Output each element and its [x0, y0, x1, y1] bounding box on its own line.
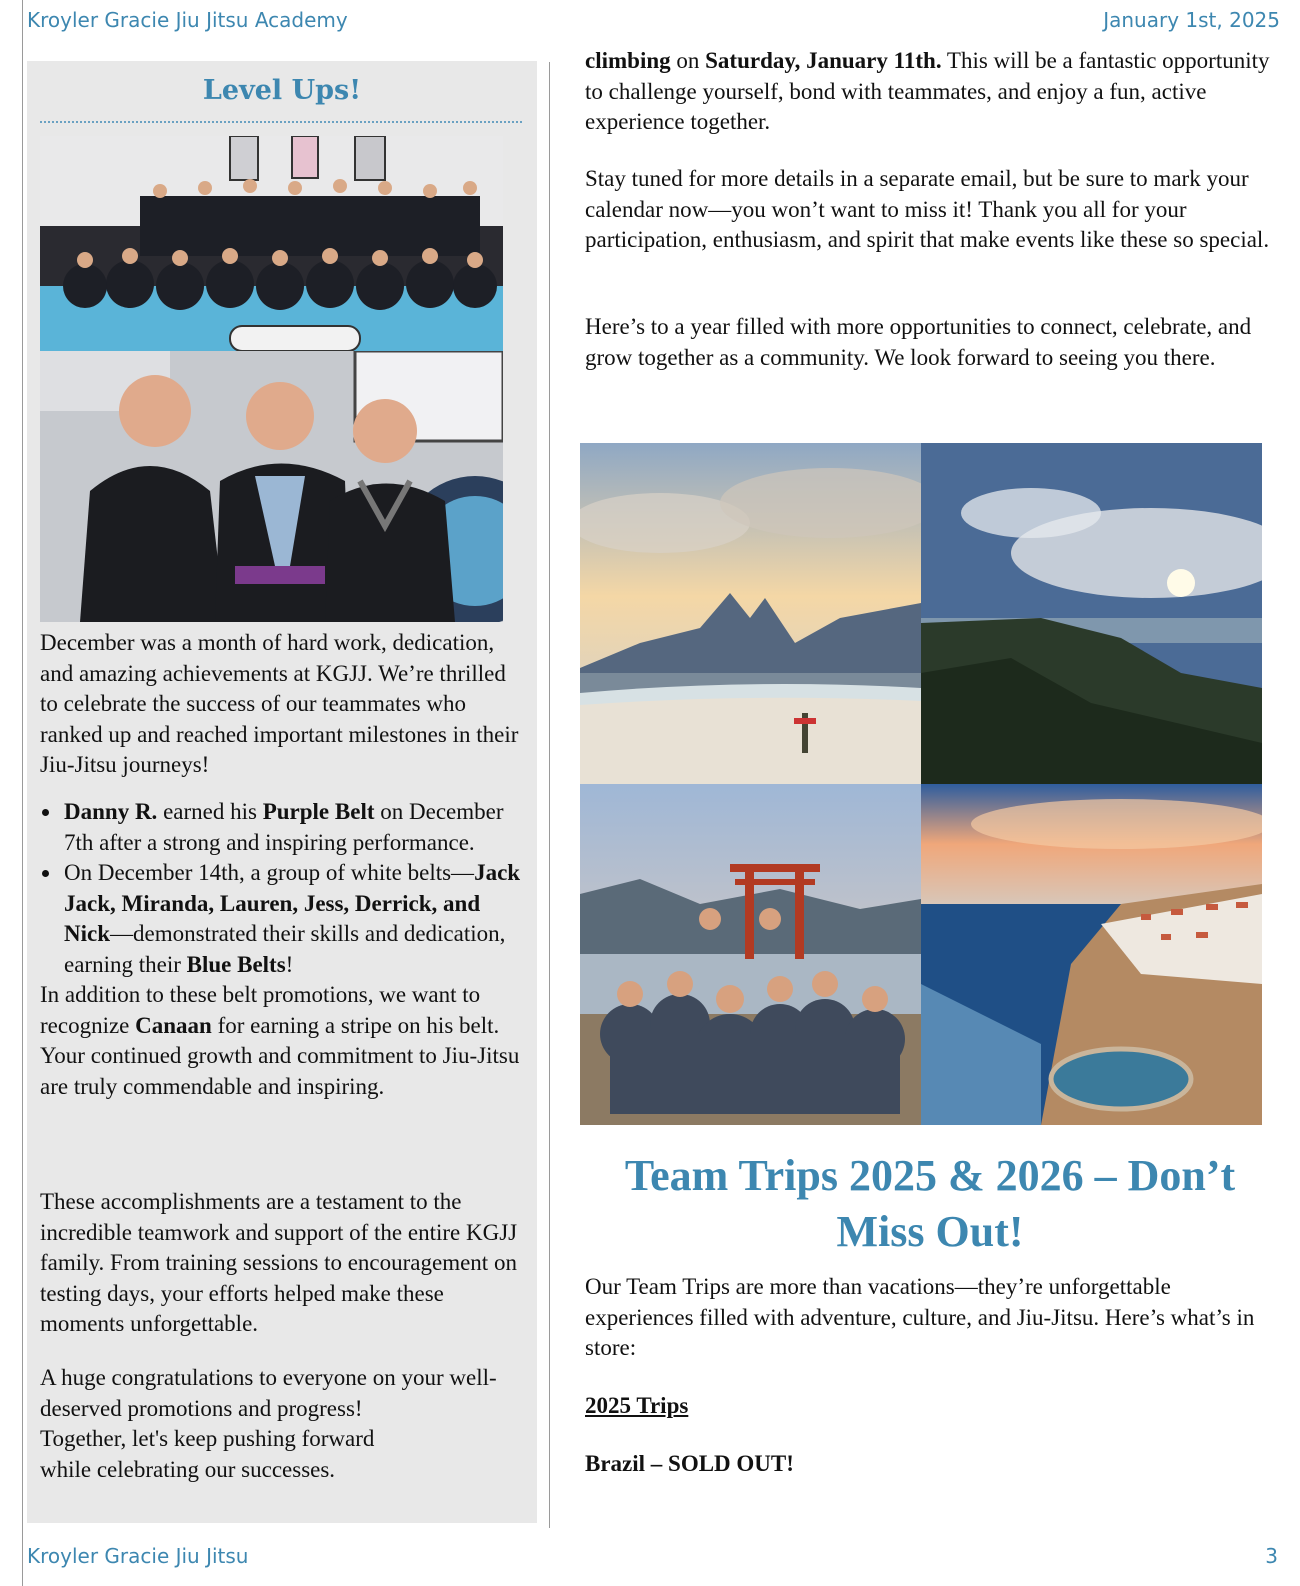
promoted-names: Jack Jack, Miranda, Lauren, Jess, Derrick, and Nick: [64, 860, 521, 946]
intro-paragraph: December was a month of hard work, dedication, and amazing achievements at KGJJ. We’re thrilled to celebrate the success of our teammates who ranked up and reached important milestones in their Jiu-Jitsu journeys!: [40, 630, 519, 777]
stay-tuned-paragraph: Stay tuned for more details in a separate email, but be sure to mark your calendar now—you won’t want to miss it! Thank you all for your participation, enthusiasm, and spirit that make events like these so special.: [585, 166, 1270, 252]
trips-2025-block: [585, 1391, 1275, 1422]
list-text: on December 7th after a strong and inspiring performance.: [64, 799, 504, 855]
event-date: Saturday, January 11th.: [705, 48, 942, 73]
coastal-cliff-photo: [921, 443, 1262, 784]
header-academy-name: Kroyler Gracie Jiu Jitsu Academy: [27, 8, 348, 32]
belt-name: Purple Belt: [262, 799, 375, 824]
year-block: [585, 312, 1275, 373]
footer-name: Kroyler Gracie Jiu Jitsu: [27, 1544, 249, 1568]
belt-name: Blue Belts: [186, 951, 286, 977]
torii-gate-group-photo: [580, 784, 921, 1125]
list-item: [62, 797, 528, 858]
list-text: —demonstrated their skills and dedication, earning their: [64, 921, 506, 977]
left-margin-rule: [22, 0, 23, 1586]
brazil-block: [585, 1449, 1275, 1480]
trips-2025-heading: 2025 Trips: [585, 1393, 689, 1418]
congrats-line: Together, let's keep pushing forward: [40, 1426, 375, 1451]
paragraph-text: for earning a stripe on his belt. Your continued growth and commitment to Jiu-Jitsu are truly commendable and inspiring.: [40, 1012, 520, 1099]
teamwork-block: [40, 1187, 528, 1340]
level-ups-sidebar: [27, 61, 537, 1523]
list-item: [62, 858, 528, 980]
teamwork-paragraph: These accomplishments are a testament to the incredible teamwork and support of the entire KGJJ family. From training sessions to encouragement on testing days, your efforts helped make these moments unforgettable.: [40, 1189, 518, 1336]
dotted-divider: [40, 121, 522, 123]
brazil-status: Brazil – SOLD OUT!: [585, 1451, 794, 1476]
year-paragraph: Here’s to a year filled with more opportunities to connect, celebrate, and grow together as a community. We look forward to seeing you there.: [585, 314, 1252, 370]
paragraph-text: In addition to these belt promotions, we want to recognize: [40, 982, 481, 1038]
promotion-list-block: [40, 797, 528, 1102]
team-trips-heading: Team Trips 2025 & 2026 – Don’t Miss Out!: [624, 1151, 1236, 1256]
congrats-line: A huge congratulations to everyone on your well-deserved promotions and progress!: [40, 1365, 497, 1421]
congrats-line: while celebrating our successes.: [40, 1456, 336, 1482]
stay-tuned-block: [585, 164, 1275, 256]
list-text: !: [285, 951, 294, 977]
climbing-paragraph: [585, 46, 1275, 138]
promotion-list: [40, 797, 528, 980]
list-text: earned his: [157, 799, 263, 824]
seaside-village-photo: [921, 784, 1262, 1125]
column-divider: [549, 62, 550, 1528]
brazil-trip: [585, 1449, 1275, 1480]
bold-text: climbing: [585, 48, 671, 73]
stripe-name: Canaan: [135, 1012, 212, 1038]
paragraph-text: on: [670, 48, 706, 73]
header-date: January 1st, 2025: [1103, 8, 1280, 32]
list-text: On December 14th, a group of white belts—: [64, 860, 475, 885]
sidebar-title: Level Ups!: [202, 75, 362, 106]
rio-beach-photo: [580, 443, 921, 784]
promotion-photo: [40, 351, 503, 622]
climbing-text: [585, 46, 1275, 138]
trips-2025-label: [585, 1391, 1275, 1422]
congrats-block: [40, 1363, 528, 1485]
canaan-paragraph: [40, 980, 528, 1102]
level-ups-intro: [40, 628, 528, 781]
promoted-name: Danny R.: [64, 799, 158, 824]
trips-intro-block: [585, 1272, 1275, 1364]
trips-intro-paragraph: Our Team Trips are more than vacations—they’re unforgettable experiences filled with adventure, culture, and Jiu-Jitsu. Here’s what’s in store:: [585, 1274, 1255, 1360]
group-photo: [40, 136, 503, 351]
page-number: 3: [1265, 1544, 1278, 1568]
paragraph-text: This will be a fantastic opportunity to challenge yourself, bond with teammates, and enjoy a fun, active experience together.: [585, 48, 1270, 134]
